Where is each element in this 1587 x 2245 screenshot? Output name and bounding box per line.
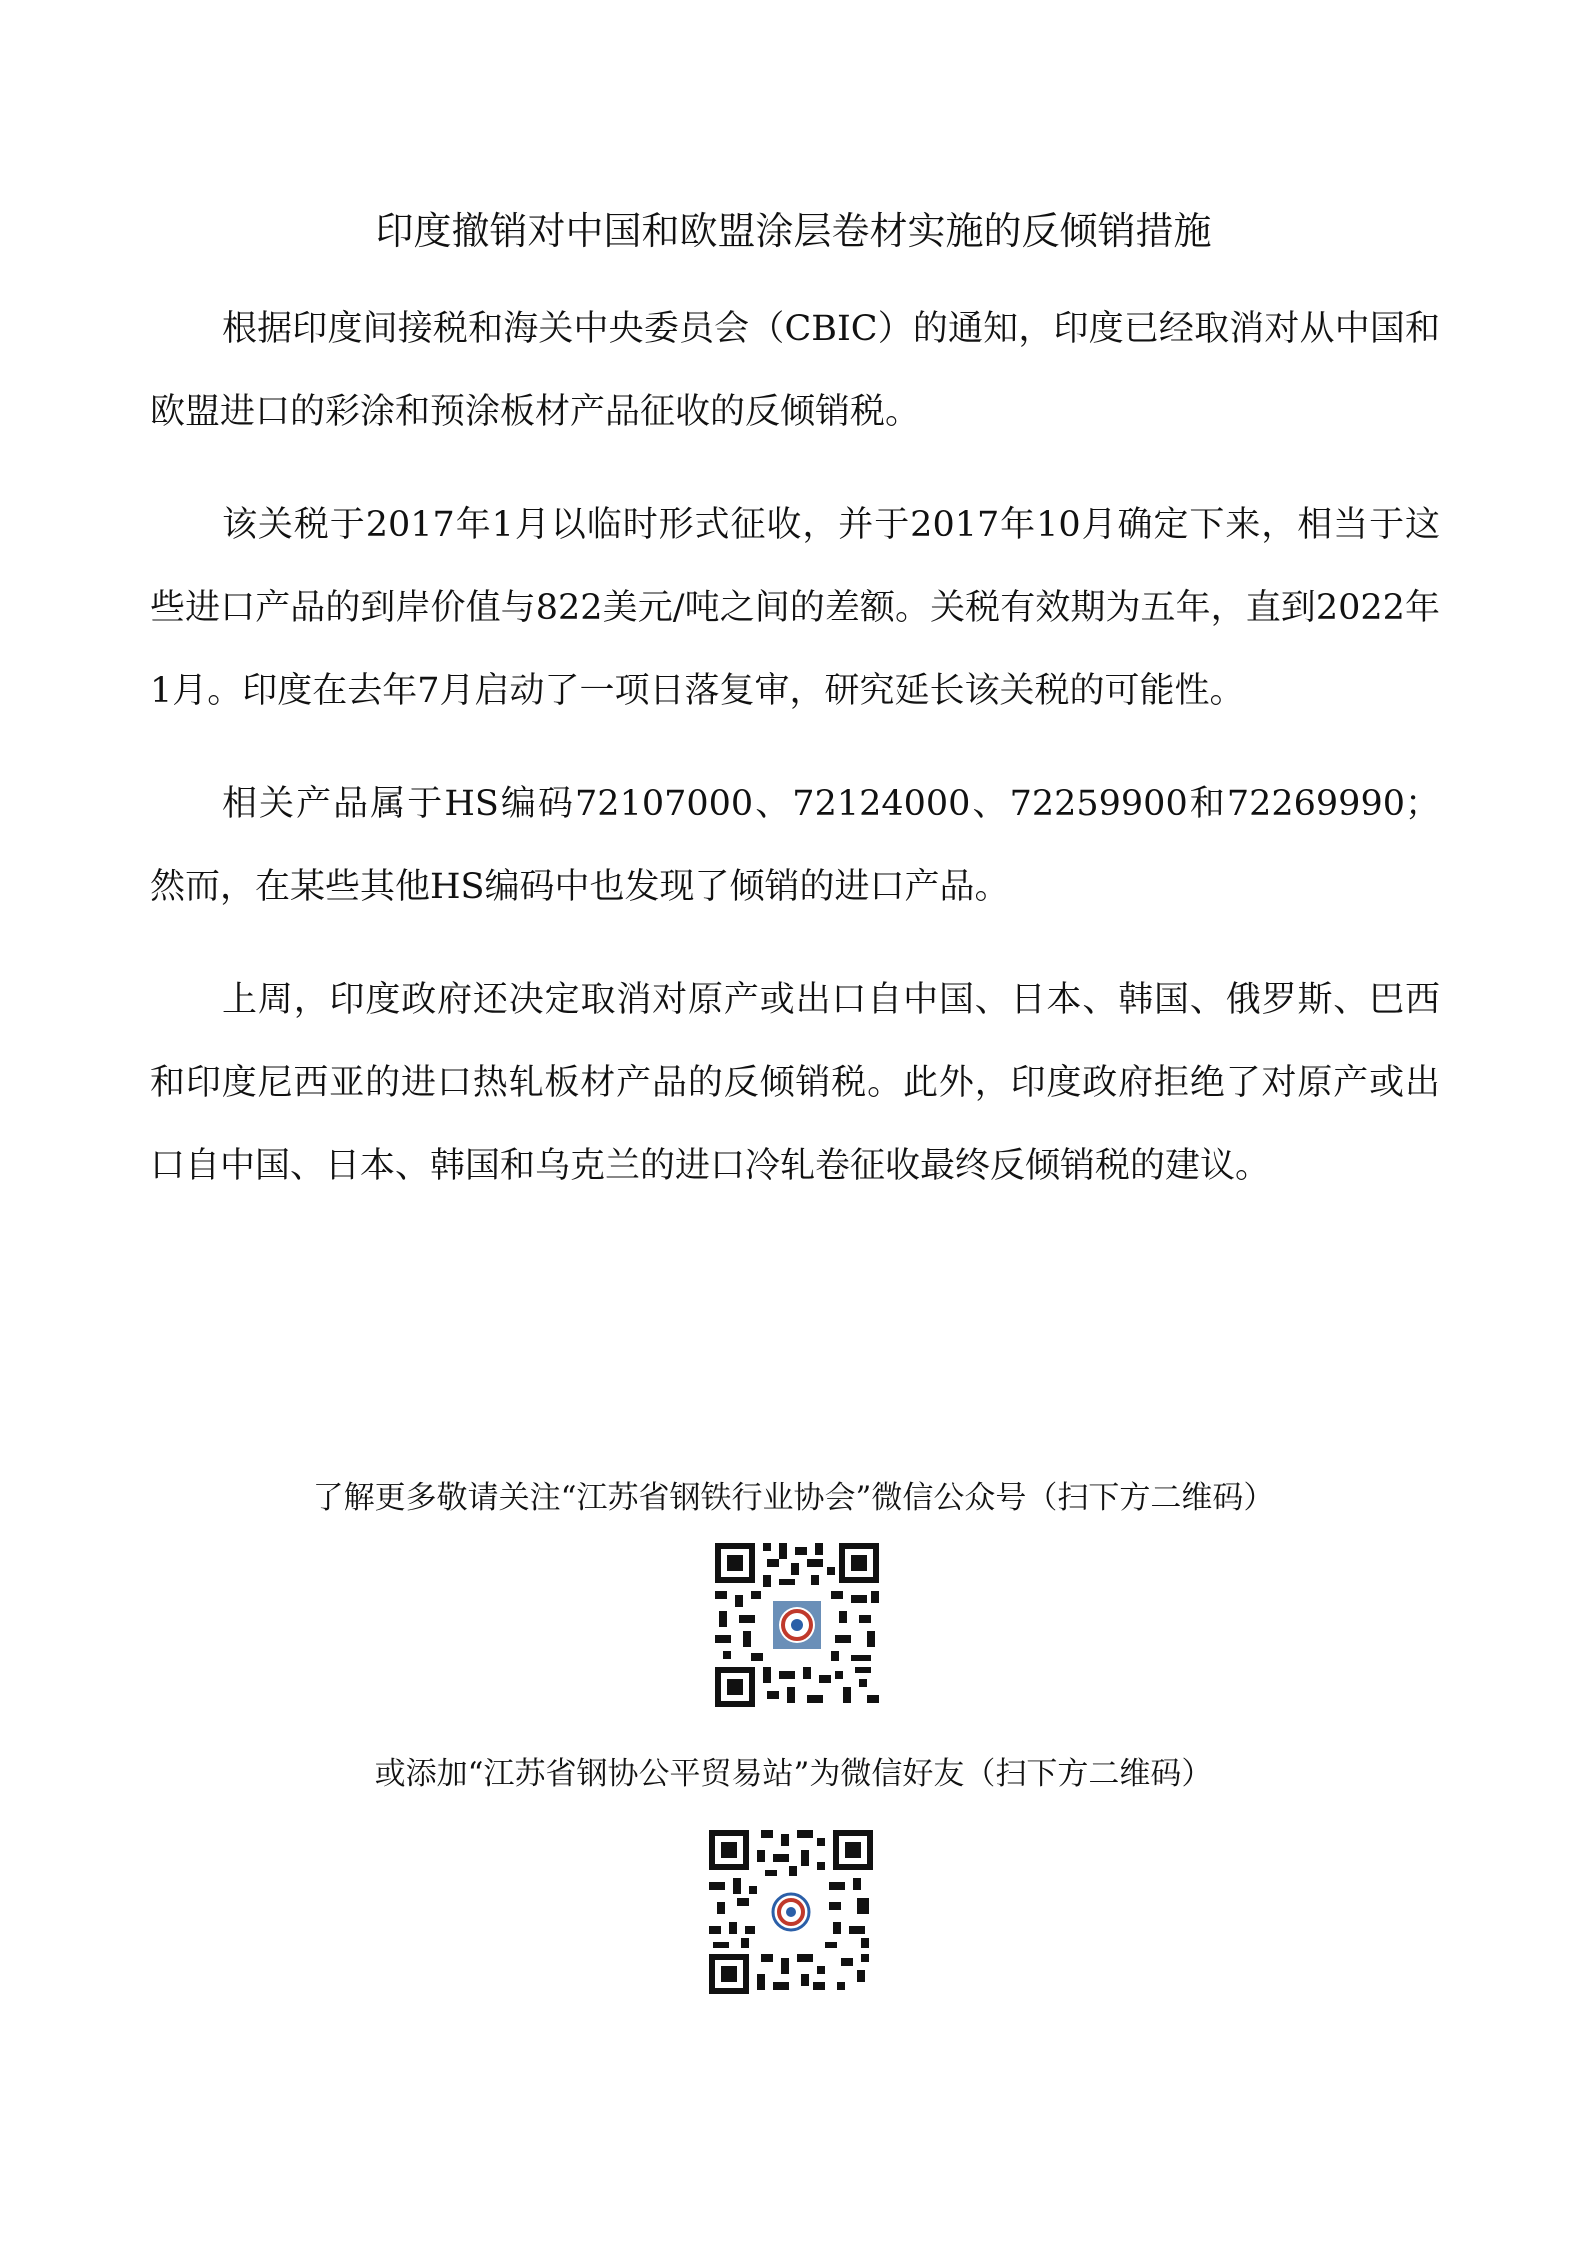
qr-code-icon: [711, 1539, 883, 1711]
add-friend-text: 或添加“江苏省钢协公平贸易站”为微信好友（扫下方二维码）: [374, 1756, 1213, 1792]
follow-wechat-text: 了解更多敬请关注“江苏省钢铁行业协会”微信公众号（扫下方二维码）: [312, 1480, 1275, 1516]
document-body: [150, 288, 1440, 1238]
paragraph-2: 该关税于2017年1月以临时形式征收，并于2017年10月确定下来，相当于这些进口产品的到岸价值与822美元/吨之间的差额。关税有效期为五年，直到2022年1月。印度在去年7月启动了一项日落复审，研究延长该关税的可能性。: [150, 505, 1440, 711]
qr-code-icon: [705, 1826, 877, 1998]
paragraph-1: 根据印度间接税和海关中央委员会（CBIC）的通知，印度已经取消对从中国和欧盟进口的彩涂和预涂板材产品征收的反倾销税。: [150, 309, 1440, 432]
qr-code-graphic-1: [711, 1539, 883, 1711]
document-title: 印度撤销对中国和欧盟涂层卷材实施的反倾销措施: [375, 209, 1212, 253]
paragraph-4: 上周，印度政府还决定取消对原产或出口自中国、日本、韩国、俄罗斯、巴西和印度尼西亚的进口热轧板材产品的反倾销税。此外，印度政府拒绝了对原产或出口自中国、日本、韩国和乌克兰的进口冷轧卷征收最终反倾销税的建议。: [150, 980, 1440, 1186]
paragraph-3: 相关产品属于HS编码72107000、72124000、72259900和72269990；然而，在某些其他HS编码中也发现了倾销的进口产品。: [150, 784, 1440, 907]
qr-code-graphic-2: [705, 1826, 877, 1998]
